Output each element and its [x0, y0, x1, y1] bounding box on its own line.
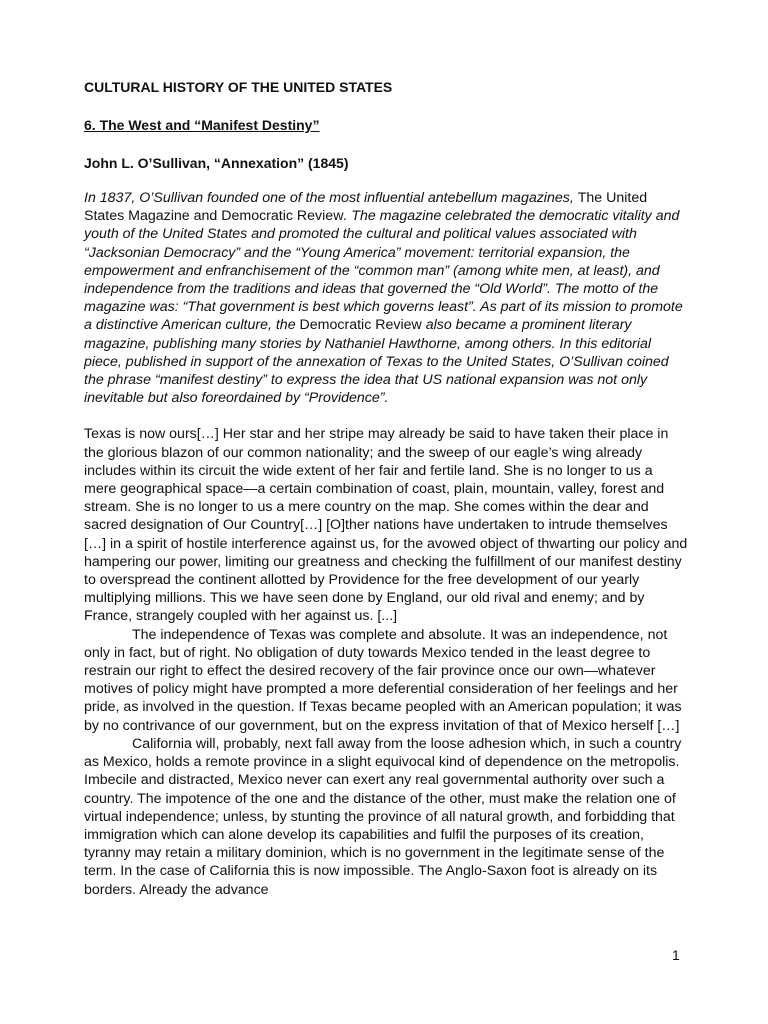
- document-text: [84, 425, 688, 898]
- source-title: John L. O’Sullivan, “Annexation” (1845): [84, 155, 349, 171]
- document-paragraph-3: California will, probably, next fall away from the loose adhesion which, in such a country as Mexico, holds a remote province in a slight equivocal kind of dependence on the metropolis. Imbecile and distracted, Mexico never can exert any real governmental authority over such a country. The impotence of the one and the distance of the other, must make the relation one of virtual independence; unless, by stunting the province of all natural growth, and forbidding that immigration which can alone develop its capabilities and fulfil the purposes of its creation, tyranny may retain a military dominion, which is no government in the legitimate sense of the term. In the case of California this is now impossible. The Anglo-Saxon foot is already on its borders. Already the advance: [84, 735, 682, 898]
- document-paragraph-2: The independence of Texas was complete and absolute. It was an independence, not only in fact, but of right. No obligation of duty towards Mexico tended in the least degree to restrain our right to effect the desired recovery of the fair province once our own—whatever motives of policy might have prompted a more deferential consideration of her feelings and her pride, as involved in the question. If Texas became peopled with an American population; it was by no contrivance of our government, but on the express invitation of that of Mexico herself […]: [84, 626, 682, 734]
- magazine-title: The United States Magazine and Democratic Review: [84, 190, 648, 225]
- section-title: 6. The West and “Manifest Destiny”: [84, 117, 320, 133]
- intro-paragraph: [84, 189, 688, 407]
- intro-text-3: also became a prominent literary magazine, publishing many stories by Nathaniel Hawthorne, among others. In this editorial piece, published in support of the annexation of Texas to the United States, O’Sullivan coined the phrase “manifest destiny” to express the idea that US national expansion was not only inevitable but also foreordained by “Providence”.: [84, 317, 669, 407]
- document-paragraph-1: Texas is now ours[…] Her star and her stripe may already be said to have taken their place in the glorious blazon of our common nationality; and the sweep of our eagle’s wing already includes within its circuit the wide extent of her fair and fertile land. She is no longer to us a mere geographical space—a certain combination of coast, plain, mountain, valley, forest and stream. She is no longer to us a mere country on the map. She comes within the dear and sacred designation of Our Country[…] [O]ther nations have undertaken to intrude themselves […] in a spirit of hostile interference against us, for the avowed object of thwarting our policy and hampering our power, limiting our greatness and checking the fulfillment of our manifest destiny to overspread the continent allotted by Providence for the free development of our yearly multiplying millions. This we have seen done by England, our old rival and enemy; and by France, strangely coupled with her against us. [...]: [84, 426, 688, 625]
- page-number: 1: [672, 947, 680, 963]
- course-title: CULTURAL HISTORY OF THE UNITED STATES: [84, 79, 393, 95]
- intro-text-1: In 1837, O’Sullivan founded one of the most influential antebellum magazines,: [84, 190, 578, 206]
- magazine-short-title: Democratic Review: [299, 317, 422, 334]
- intro-text-2: . The magazine celebrated the democratic vitality and youth of the United States and promoted the cultural and political values associated with “Jacksonian Democracy” and the “Young America” movement: territorial expansion, the empowerment and enfranchisement of the “common man” (among white men, at least), and independence from the traditions and ideas that governed the “Old World”. The motto of the magazine was: “That government is best which governs least”. As part of its mission to promote a distinctive American culture, the: [84, 208, 683, 334]
